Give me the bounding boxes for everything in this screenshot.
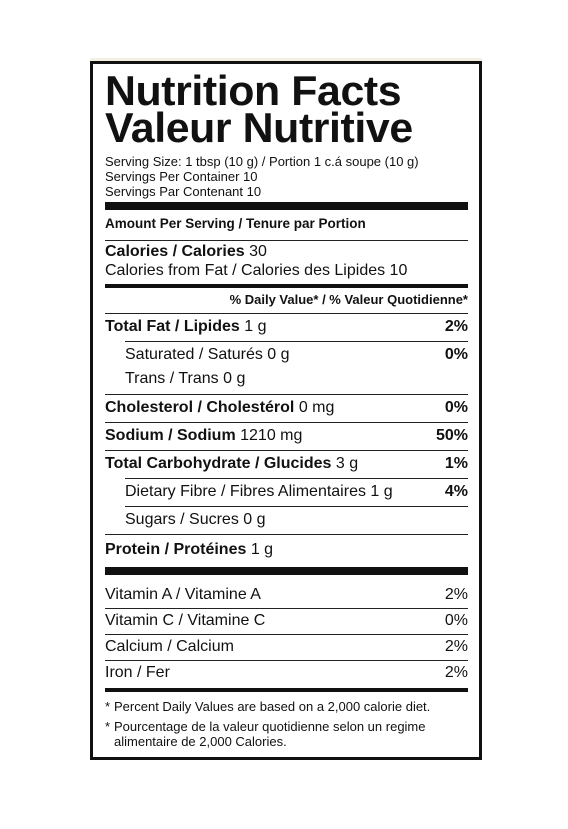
divider	[105, 450, 468, 451]
nutrient-amount: 0 mg	[298, 399, 335, 416]
title-english: Nutrition Facts	[105, 67, 402, 114]
nutrient-row-total-fat	[105, 317, 468, 337]
divider	[125, 506, 468, 507]
vitamin-row	[105, 637, 468, 657]
nutrient-label: Total Carbohydrate / Glucides	[105, 455, 332, 472]
nutrient-percent: 0%	[444, 346, 468, 363]
vitamin-percent: 2%	[444, 586, 468, 603]
vitamin-percent: 2%	[444, 638, 468, 655]
thick-divider	[105, 202, 468, 210]
nutrient-percent: 2%	[444, 318, 468, 335]
nutrient-label: Sodium / Sodium	[105, 427, 236, 444]
nutrient-label: Cholesterol / Cholestérol	[105, 399, 295, 416]
vitamin-label: Iron / Fer	[105, 664, 170, 681]
nutrient-label: Protein / Protéines	[105, 541, 247, 558]
nutrient-amount: 1 g	[250, 541, 274, 558]
thick-divider	[105, 567, 468, 575]
vitamin-percent: 2%	[444, 664, 468, 681]
footnote-asterisk: *	[105, 719, 111, 734]
daily-value-header: % Daily Value* / % Valeur Quotidienne*	[229, 292, 468, 307]
serving-size: Serving Size: 1 tbsp (10 g) / Portion 1 c.á soupe (10 g)	[105, 154, 419, 169]
nutrition-label	[90, 61, 482, 760]
divider	[105, 534, 468, 535]
divider	[105, 313, 468, 314]
calories-row	[105, 242, 468, 261]
divider	[105, 608, 468, 609]
footnote-text: Percent Daily Values are based on a 2,000 calorie diet.	[114, 699, 431, 714]
vitamin-label: Vitamin A / Vitamine A	[105, 586, 261, 603]
footnote-asterisk: *	[105, 699, 111, 714]
nutrient-label: Trans / Trans 0 g	[125, 370, 246, 387]
nutrient-percent: 1%	[444, 455, 468, 472]
nutrient-label: Saturated / Saturés 0 g	[125, 346, 290, 363]
divider	[105, 634, 468, 635]
nutrient-row-protein	[105, 540, 468, 560]
nutrient-row-carbohydrate	[105, 454, 468, 474]
medium-divider	[105, 688, 468, 692]
divider	[105, 394, 468, 395]
footnote-text: Pourcentage de la valeur quotidienne selon un regime alimentaire de 2,000 Calories.	[114, 719, 426, 749]
nutrient-amount: 3 g	[335, 455, 359, 472]
divider	[105, 660, 468, 661]
vitamin-label: Vitamin C / Vitamine C	[105, 612, 266, 629]
nutrient-row-sodium	[105, 426, 468, 446]
vitamin-percent: 0%	[444, 612, 468, 629]
footnote-english	[105, 699, 468, 714]
nutrient-label: Sugars / Sucres 0 g	[125, 511, 266, 528]
nutrient-amount: 1 g	[244, 318, 267, 335]
nutrient-row-sugars	[125, 510, 468, 530]
vitamin-row	[105, 663, 468, 683]
vitamin-row	[105, 611, 468, 631]
nutrient-amount: 1210 mg	[240, 427, 303, 444]
nutrient-row-fibre	[125, 482, 468, 502]
nutrient-row-trans	[125, 369, 468, 389]
title-french: Valeur Nutritive	[105, 104, 413, 151]
calories-from-fat: Calories from Fat / Calories des Lipides 10	[105, 262, 408, 279]
nutrient-label: Total Fat / Lipides	[105, 318, 240, 335]
nutrient-percent: 4%	[444, 483, 468, 500]
nutrient-row-cholesterol	[105, 398, 468, 418]
divider	[125, 341, 468, 342]
nutrient-row-saturated	[125, 345, 468, 365]
medium-divider	[105, 284, 468, 288]
servings-par-contenant: Servings Par Contenant 10	[105, 184, 262, 199]
servings-per-container: Servings Per Container 10	[105, 169, 258, 184]
calories-label: Calories / Calories	[105, 243, 245, 260]
nutrient-label: Dietary Fibre / Fibres Alimentaires 1 g	[125, 483, 393, 500]
nutrient-percent: 0%	[444, 399, 468, 416]
divider	[125, 478, 468, 479]
vitamin-row	[105, 585, 468, 605]
amount-per-serving-header: Amount Per Serving / Tenure par Portion	[105, 216, 366, 231]
divider	[105, 240, 468, 241]
calories-value: 30	[249, 243, 267, 260]
vitamin-label: Calcium / Calcium	[105, 638, 234, 655]
nutrient-percent: 50%	[435, 427, 468, 444]
footnote-french	[105, 719, 468, 749]
divider	[105, 422, 468, 423]
